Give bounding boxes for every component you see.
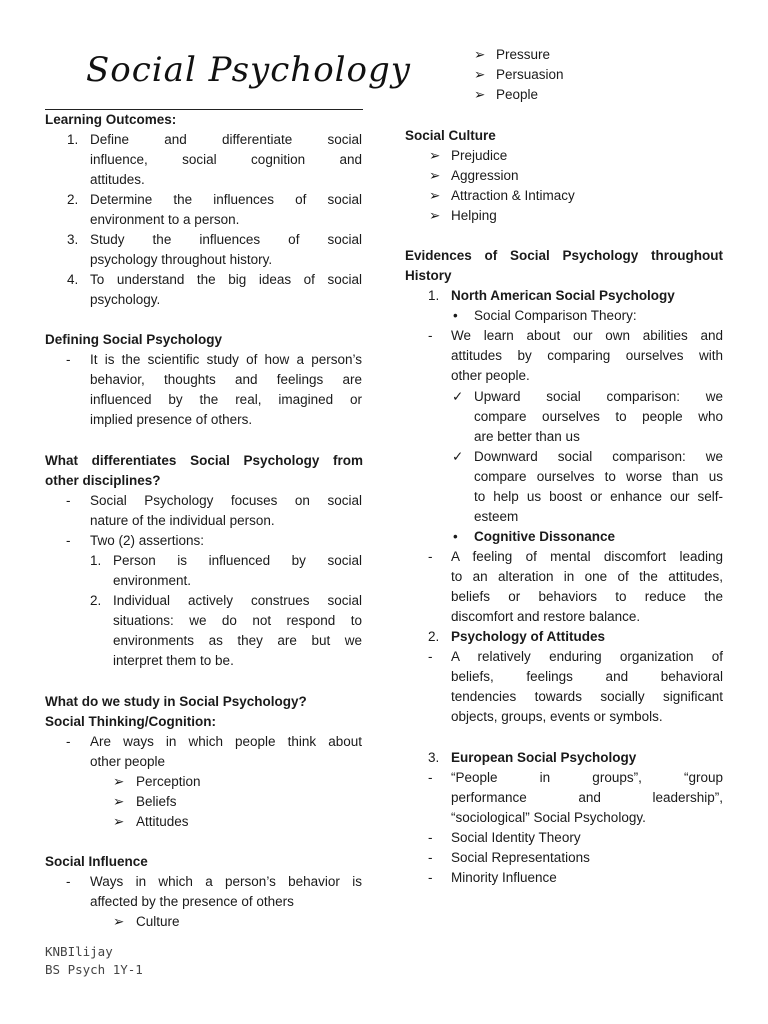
outcome-line: Study the influences of social xyxy=(90,232,362,247)
outcome-line: Determine the influences of social xyxy=(90,192,362,207)
dash-marker: - xyxy=(66,493,71,508)
influence-item: Culture xyxy=(136,914,180,929)
defining-line: It is the scientific study of how a person’s xyxy=(90,352,362,367)
defining-line: influenced by the real, imagined or xyxy=(90,392,362,407)
arrow-bullet-icon: ➢ xyxy=(113,914,125,929)
dash-marker: - xyxy=(428,649,433,664)
assertion-line: situations: we do not respond to xyxy=(113,613,362,628)
influence-item: Persuasion xyxy=(496,67,564,82)
list-number: 4. xyxy=(67,272,79,287)
list-number: 2. xyxy=(428,629,440,644)
outcome-line: environment to a person. xyxy=(90,212,240,227)
dash-marker: - xyxy=(428,830,433,845)
assertion-line: environment. xyxy=(113,573,192,588)
european-line: “People in groups”, “group xyxy=(451,770,723,785)
list-number: 1. xyxy=(67,132,79,147)
dissonance-line: A feeling of mental discomfort leading xyxy=(451,549,723,564)
outcome-line: To understand the big ideas of social xyxy=(90,272,362,287)
list-number: 3. xyxy=(428,750,440,765)
attitudes-line: beliefs, feelings and behavioral xyxy=(451,669,723,684)
dash-marker: - xyxy=(428,870,433,885)
arrow-bullet-icon: ➢ xyxy=(429,188,441,203)
culture-item: Helping xyxy=(451,208,497,223)
upward-line: compare ourselves to people who xyxy=(474,409,723,424)
list-number: 1. xyxy=(90,553,102,568)
european-line: performance and leadership”, xyxy=(451,790,723,805)
culture-item: Attraction & Intimacy xyxy=(451,188,575,203)
check-icon: ✓ xyxy=(452,389,464,404)
outcome-line: influence, social cognition and xyxy=(90,152,362,167)
outcome-line: Define and differentiate social xyxy=(90,132,362,147)
attitudes-line: tendencies towards socially significant xyxy=(451,689,723,704)
arrow-bullet-icon: ➢ xyxy=(113,814,125,829)
arrow-bullet-icon: ➢ xyxy=(429,168,441,183)
downward-line: Downward social comparison: we xyxy=(474,449,723,464)
defining-heading: Defining Social Psychology xyxy=(45,332,223,347)
arrow-bullet-icon: ➢ xyxy=(474,67,486,82)
dash-marker: - xyxy=(66,533,71,548)
assertion-line: environments as they are but we xyxy=(113,633,362,648)
assertion-line: Person is influenced by social xyxy=(113,553,362,568)
thinking-item: Beliefs xyxy=(136,794,177,809)
dash-marker: - xyxy=(428,850,433,865)
assertion-line: interpret them to be. xyxy=(113,653,234,668)
bullet-marker: • xyxy=(453,308,458,323)
differ-line: Social Psychology focuses on social xyxy=(90,493,362,508)
influence-line: affected by the presence of others xyxy=(90,894,294,909)
comparison-line: We learn about our own abilities and xyxy=(451,328,723,343)
dash-marker: - xyxy=(428,549,433,564)
differ-line: nature of the individual person. xyxy=(90,513,275,528)
attitudes-line: A relatively enduring organization of xyxy=(451,649,723,664)
footer-author: KNBIlijay xyxy=(45,944,113,959)
arrow-bullet-icon: ➢ xyxy=(429,148,441,163)
arrow-bullet-icon: ➢ xyxy=(113,774,125,789)
evidence-heading: Evidences of Social Psychology throughout xyxy=(405,248,723,263)
upward-line: Upward social comparison: we xyxy=(474,389,723,404)
differ-line: Two (2) assertions: xyxy=(90,533,205,548)
differentiates-heading: What differentiates Social Psychology from xyxy=(45,453,363,468)
european-line: “sociological” Social Psychology. xyxy=(451,810,646,825)
comparison-line: attitudes by comparing ourselves with xyxy=(451,348,723,363)
dash-marker: - xyxy=(66,734,71,749)
outcome-line: attitudes. xyxy=(90,172,145,187)
page-title: Social Psychology xyxy=(86,50,411,90)
european-item: Minority Influence xyxy=(451,870,557,885)
outcome-line: psychology. xyxy=(90,292,161,307)
thinking-line: Are ways in which people think about xyxy=(90,734,362,749)
na-heading: North American Social Psychology xyxy=(451,288,675,303)
dash-marker: - xyxy=(66,874,71,889)
culture-item: Prejudice xyxy=(451,148,508,163)
european-item: Social Identity Theory xyxy=(451,830,581,845)
check-icon: ✓ xyxy=(452,449,464,464)
thinking-heading: Social Thinking/Cognition: xyxy=(45,714,216,729)
learning-outcomes-heading: Learning Outcomes: xyxy=(45,112,177,127)
culture-heading: Social Culture xyxy=(405,128,496,143)
evidence-heading: History xyxy=(405,268,452,283)
dissonance-line: beliefs or behaviors to reduce the xyxy=(451,589,723,604)
defining-line: implied presence of others. xyxy=(90,412,253,427)
attitudes-line: objects, groups, events or symbols. xyxy=(451,709,663,724)
footer-course: BS Psych 1Y-1 xyxy=(45,962,143,977)
arrow-bullet-icon: ➢ xyxy=(474,87,486,102)
influence-item: People xyxy=(496,87,539,102)
list-number: 1. xyxy=(428,288,440,303)
list-number: 3. xyxy=(67,232,79,247)
dash-marker: - xyxy=(428,770,433,785)
european-item: Social Representations xyxy=(451,850,590,865)
downward-line: to help us boost or enhance our self- xyxy=(474,489,723,504)
arrow-bullet-icon: ➢ xyxy=(474,47,486,62)
bullet-marker: • xyxy=(453,529,458,544)
differentiates-heading: other disciplines? xyxy=(45,473,161,488)
thinking-line: other people xyxy=(90,754,166,769)
assertion-line: Individual actively construes social xyxy=(113,593,362,608)
study-heading: What do we study in Social Psychology? xyxy=(45,694,307,709)
attitudes-heading: Psychology of Attitudes xyxy=(451,629,606,644)
downward-line: compare ourselves to worse than us xyxy=(474,469,723,484)
list-number: 2. xyxy=(90,593,102,608)
dissonance-label: Cognitive Dissonance xyxy=(474,529,616,544)
arrow-bullet-icon: ➢ xyxy=(113,794,125,809)
downward-line: esteem xyxy=(474,509,519,524)
comparison-label: Social Comparison Theory: xyxy=(474,308,637,323)
european-heading: European Social Psychology xyxy=(451,750,637,765)
culture-item: Aggression xyxy=(451,168,519,183)
outcome-line: psychology throughout history. xyxy=(90,252,273,267)
influence-line: Ways in which a person’s behavior is xyxy=(90,874,362,889)
comparison-line: other people. xyxy=(451,368,530,383)
defining-line: behavior, thoughts and feelings are xyxy=(90,372,362,387)
thinking-item: Perception xyxy=(136,774,201,789)
dash-marker: - xyxy=(66,352,71,367)
dissonance-line: discomfort and restore balance. xyxy=(451,609,641,624)
influence-heading: Social Influence xyxy=(45,854,148,869)
upward-line: are better than us xyxy=(474,429,580,444)
dissonance-line: to an alteration in one of the attitudes, xyxy=(451,569,723,584)
thinking-item: Attitudes xyxy=(136,814,189,829)
arrow-bullet-icon: ➢ xyxy=(429,208,441,223)
list-number: 2. xyxy=(67,192,79,207)
dash-marker: - xyxy=(428,328,433,343)
influence-item: Pressure xyxy=(496,47,551,62)
